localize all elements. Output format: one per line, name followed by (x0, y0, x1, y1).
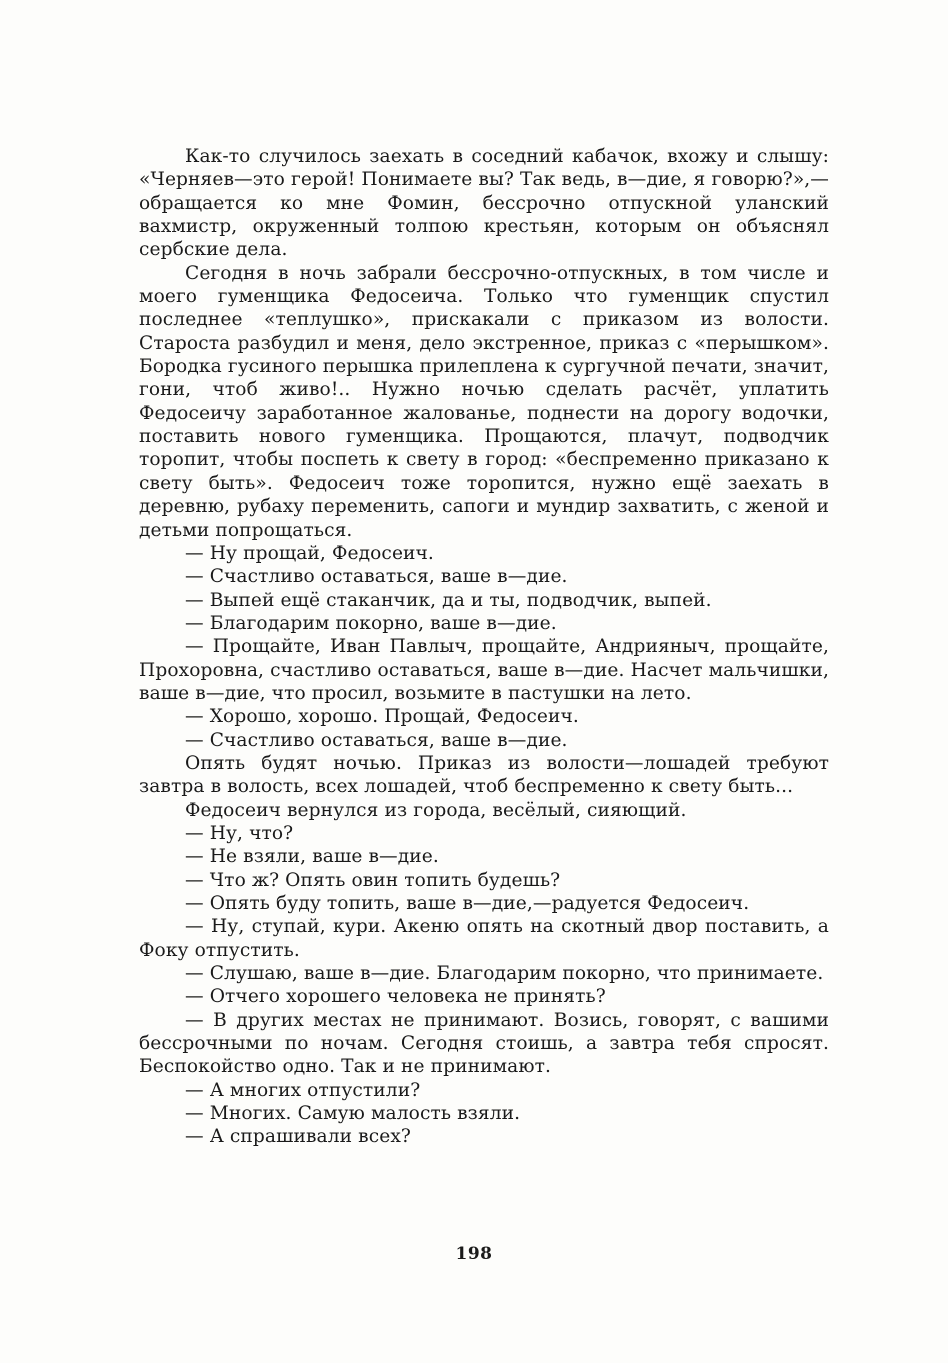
body-text (139, 145, 829, 1149)
dialogue-line: — Ну, что? (185, 822, 294, 844)
dialogue-line: — Благодарим покорно, ваше в—дие. (185, 612, 557, 634)
paragraph: Федосеич вернулся из города, весёлый, сияющий. (185, 799, 687, 821)
dialogue-line: — А многих отпустили? (185, 1079, 421, 1101)
dialogue-line: — Ну, ступай, кури. Акеню опять на скотный двор поставить, а Фоку отпустить. (139, 916, 829, 961)
dialogue-line: — А спрашивали всех? (185, 1126, 411, 1148)
dialogue-line: — Счастливо оставаться, ваше в—дие. (185, 729, 568, 751)
paragraph: Сегодня в ночь забрали бессрочно-отпускных, в том числе и моего гуменщика Федосеича. Только что гуменщик спустил последнее «теплушко», прискакали с приказом из волости. Староста разбудил и меня, дело экстренное, приказ с «перышком». Бородка гусиного перышка прилеплена к сургучной печати, значит, гони, чтоб живо!.. Нужно ночью сделать расчёт, уплатить Федосеичу заработанное жалованье, поднести на дорогу водочки, поставить нового гуменщика. Прощаются, плачут, подводчик торопит, чтобы поспеть к свету в город: «беспременно приказано к свету быть». Федосеич тоже торопится, нужно ещё заехать в деревню, рубаху переменить, сапоги и мундир захватить, с женой и детьми попрощаться. (139, 262, 829, 541)
dialogue-line: — Не взяли, ваше в—дие. (185, 846, 439, 868)
dialogue-line: — Ну прощай, Федосеич. (185, 542, 434, 564)
dialogue-line: — Опять буду топить, ваше в—дие,—радуется Федосеич. (185, 893, 750, 914)
dialogue-line: — Прощайте, Иван Павлыч, прощайте, Андрияныч, прощайте, Прохоровна, счастливо оставаться, ваше в—дие. Насчет мальчишки, ваше в—дие, что просил, возьмите в пастушки на лето. (139, 636, 829, 704)
dialogue-line: — Что ж? Опять овин топить будешь? (185, 869, 561, 891)
dialogue-line: — Отчего хорошего человека не принять? (185, 986, 606, 1008)
dialogue-line: — В других местах не принимают. Возись, говорят, с вашими бессрочными по ночам. Сегодня стоишь, а завтра тебя спросят. Беспокойство одно. Так и не принимают. (139, 1009, 829, 1078)
paragraph: Как-то случилось заехать в соседний кабачок, вхожу и слышу: «Черняев—это герой! Понимаете вы? Так ведь, в—дие, я говорю?»,—обращается ко мне Фомин, бессрочно отпускной уланский вахмистр, окруженный толпою крестьян, которым он объяснял сербские дела. (139, 146, 829, 261)
dialogue-line: — Выпей ещё стаканчик, да и ты, подводчик, выпей. (185, 589, 712, 611)
paragraph: Опять будят ночью. Приказ из волости—лошадей требуют завтра в волость, всех лошадей, чтоб беспременно к свету быть... (139, 752, 829, 798)
dialogue-line: — Многих. Самую малость взяли. (185, 1103, 521, 1125)
dialogue-line: — Слушаю, ваше в—дие. Благодарим покорно, что принимаете. (185, 963, 824, 985)
dialogue-line: — Хорошо, хорошо. Прощай, Федосеич. (185, 706, 579, 728)
page-number: 198 (455, 1244, 493, 1264)
dialogue-line: — Счастливо оставаться, ваше в—дие. (185, 566, 568, 588)
